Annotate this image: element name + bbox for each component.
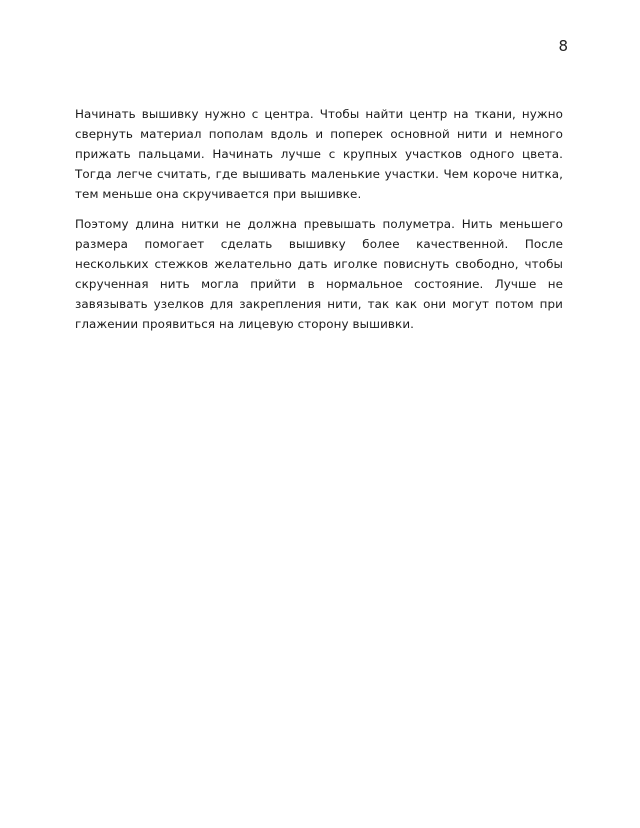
paragraph-1: Начинать вышивку нужно с центра. Чтобы найти центр на ткани, нужно свернуть материал пополам вдоль и поперек основной нити и немного прижать пальцами. Начинать лучше с крупных участков одного цвета. Тогда легче считать, где вышивать маленькие участки. Чем короче нитка, тем меньше она скручивается при вышивке.	[75, 107, 563, 201]
paragraph-2: Поэтому длина нитки не должна превышать полуметра. Нить меньшего размера помогает сделать вышивку более качественной. После нескольких стежков желательно дать иголке повиснуть свободно, чтобы скрученная нить могла прийти в нормальное состояние. Лучше не завязывать узелков для закрепления нити, так как они могут потом при глажении проявиться на лицевую сторону вышивки.	[75, 217, 563, 331]
page-number: 8	[558, 37, 568, 55]
body-text	[75, 104, 563, 344]
